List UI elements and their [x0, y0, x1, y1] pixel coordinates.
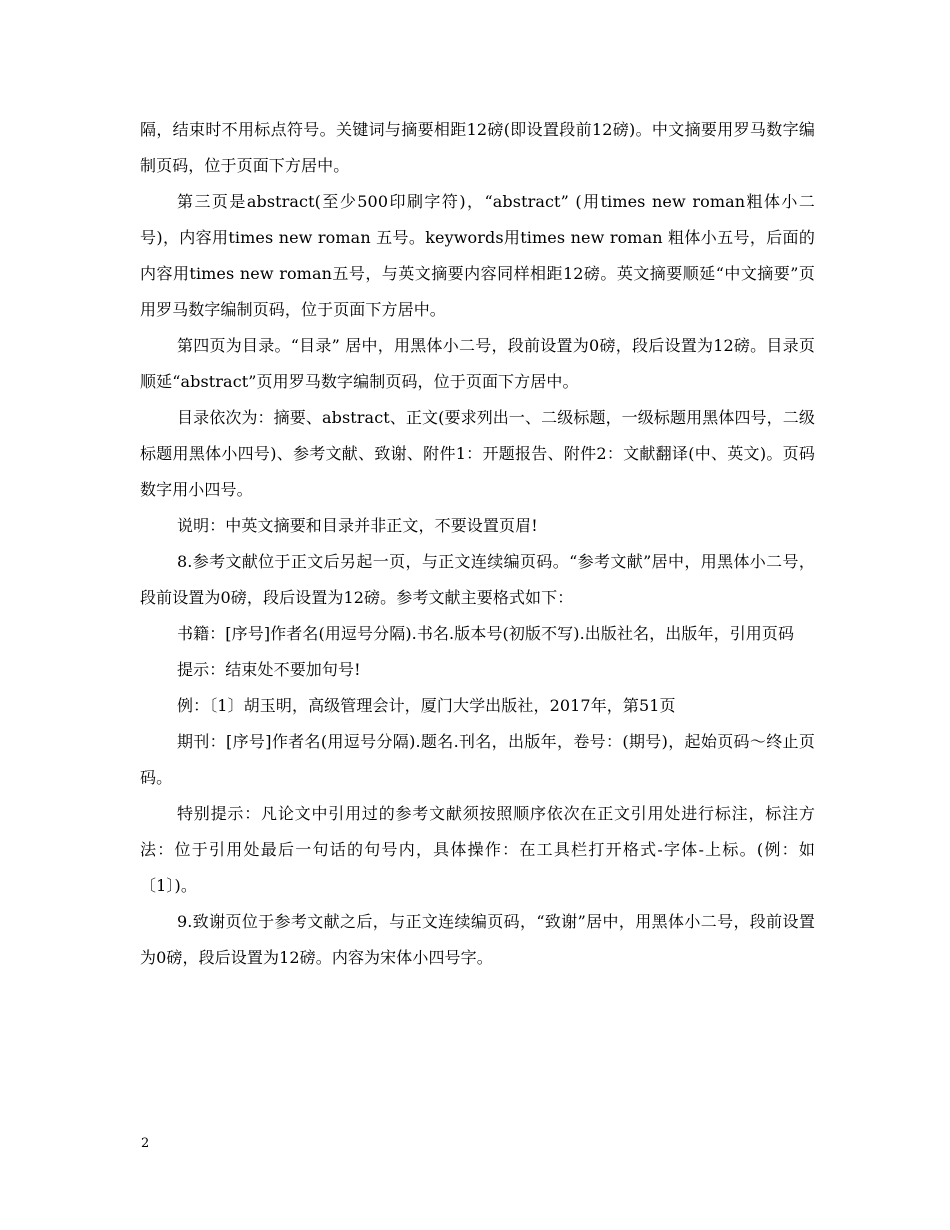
paragraph-references: 8.参考文献位于正文后另起一页，与正文连续编页码。“参考文献”居中，用黑体小二号，段前设置为0磅，段后设置为12磅。参考文献主要格式如下：: [140, 552, 815, 607]
paragraph-book-format: 书籍：[序号]作者名(用逗号分隔).书名.版本号(初版不写).出版社名，出版年，引用页码: [177, 624, 795, 643]
paragraph-contents-order: 目录依次为：摘要、abstract、正文(要求列出一、二级标题，一级标题用黑体四号，二级标题用黑体小四号)、参考文献、致谢、附件1：开题报告、附件2：文献翻译(中、英文)。页码数字用小四号。: [140, 408, 815, 499]
paragraph-note: 说明：中英文摘要和目录并非正文，不要设置页眉!: [177, 516, 538, 535]
paragraph-abstract-page: 第三页是abstract(至少500印刷字符)，“abstract” (用times new roman粗体小二号)，内容用times new roman 五号。keywords用times new roman 粗体小五号，后面的内容用times new roman五号，与英文摘要内容同样相距12磅。英文摘要顺延“中文摘要”页用罗马数字编制页码，位于页面下方居中。: [140, 192, 815, 319]
paragraph-contents-page: 第四页为目录。“目录” 居中，用黑体小二号，段前设置为0磅，段后设置为12磅。目录页顺延“abstract”页用罗马数字编制页码，位于页面下方居中。: [140, 336, 815, 391]
paragraph-special-tip: 特别提示：凡论文中引用过的参考文献须按照顺序依次在正文引用处进行标注，标注方法：位于引用处最后一句话的句号内，具体操作：在工具栏打开格式-字体-上标。(例：如〔1〕)。: [140, 804, 815, 895]
document-body: [140, 112, 815, 976]
paragraph-journal-format: 期刊：[序号]作者名(用逗号分隔).题名.刊名，出版年，卷号：(期号)，起始页码～终止页码。: [140, 732, 815, 787]
paragraph-acknowledgements: 9.致谢页位于参考文献之后，与正文连续编页码，“致谢”居中，用黑体小二号，段前设置为0磅，段后设置为12磅。内容为宋体小四号字。: [140, 912, 815, 967]
paragraph-tip: 提示：结束处不要加句号!: [177, 660, 361, 679]
paragraph-continuation: 隔，结束时不用标点符号。关键词与摘要相距12磅(即设置段前12磅)。中文摘要用罗马数字编制页码，位于页面下方居中。: [140, 120, 815, 175]
paragraph-example: 例：〔1〕胡玉明，高级管理会计，厦门大学出版社，2017年，第51页: [177, 696, 676, 715]
page-number: 2: [141, 1136, 150, 1151]
